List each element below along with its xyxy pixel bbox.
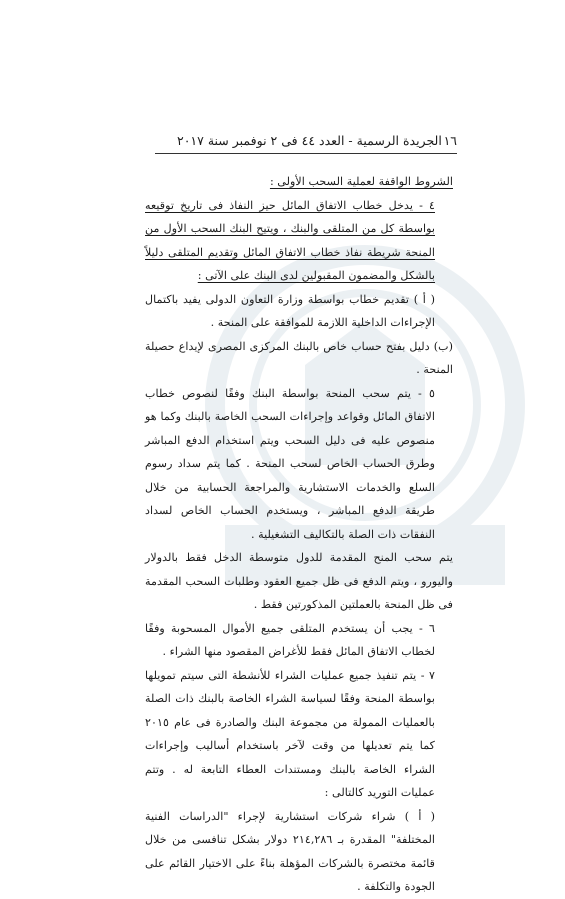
gazette-title: الجريدة الرسمية - العدد ٤٤ فى ٢ نوفمبر سنة ٢٠١٧ — [177, 133, 442, 148]
gazette-header — [155, 131, 457, 154]
section-heading: الشروط الواقفة لعملية السحب الأولى : — [269, 175, 453, 188]
paragraph-4-a: ( أ ) تقديم خطاب بواسطة وزارة التعاون الدولى يفيد باكتمال الإجراءات الداخلية اللازمة للموافقة على المنحة . — [145, 292, 435, 329]
paragraph-4: ٤ - يدخل خطاب الاتفاق المائل حيز النفاذ فى تاريخ توقيعه بواسطة كل من المتلقى والبنك ، ويتيح البنك السحب الأول من المنحة شريطة نفاذ خطاب الاتفاق المائل وتقديم المتلقى دليلاً بالشكل والمضمون المقبولين لدى البنك على الآتى : — [145, 198, 435, 282]
document-body — [145, 170, 453, 899]
page-number: ١٦ — [443, 133, 457, 148]
paragraph-6: ٦ - يجب أن يستخدم المتلقى جميع الأموال المسحوبة وفقًا لخطاب الاتفاق المائل فقط للأغراض المقصود منها الشراء . — [145, 621, 435, 658]
paragraph-7-a: ( أ ) شراء شركات استشارية لإجراء "الدراسات الفنية المختلفة" المقدرة بـ ٢١٤,٢٨٦ دولار بشكل تنافسى من خلال قائمة مختصرة بالشركات المؤهلة بناءً على الاختيار القائم على الجودة والتكلفة . — [145, 809, 435, 893]
paragraph-4-b: (ب) دليل بفتح حساب خاص بالبنك المركزى المصرى لإيداع حصيلة المنحة . — [145, 339, 453, 376]
paragraph-5: ٥ - يتم سحب المنحة بواسطة البنك وفقًا لنصوص خطاب الاتفاق المائل وقواعد وإجراءات السحب الخاصة بالبنك وكما هو منصوص عليه فى دليل السحب ويتم استخدام الدفع المباشر وطرق الحساب الخاص لسحب المنحة . كما يتم سداد رسوم السلع والخدمات الاستشارية والمراجعة الحسابية من خلال طريقة الدفع المباشر ، ويستخدم الحساب الخاص لسداد النفقات ذات الصلة بالتكاليف التشغيلية . — [145, 386, 435, 541]
paragraph-7: ٧ - يتم تنفيذ جميع عمليات الشراء للأنشطة التى سيتم تمويلها بواسطة المنحة وفقًا لسياسة الشراء الخاصة بالبنك ذات الصلة بالعمليات الممولة من مجموعة البنك والصادرة فى عام ٢٠١٥ كما يتم تعديلها من وقت لآخر باستخدام أساليب وإجراءات الشراء الخاصة بالبنك ومستندات العطاء التابعة له . وتتم عمليات التوريد كالتالى : — [145, 668, 435, 799]
paragraph-5-b: يتم سحب المنح المقدمة للدول متوسطة الدخل فقط بالدولار واليورو ، ويتم الدفع فى ظل جميع العقود وطلبات السحب المقدمة فى ظل المنحة بالعملتين المذكورتين فقط . — [145, 551, 453, 611]
